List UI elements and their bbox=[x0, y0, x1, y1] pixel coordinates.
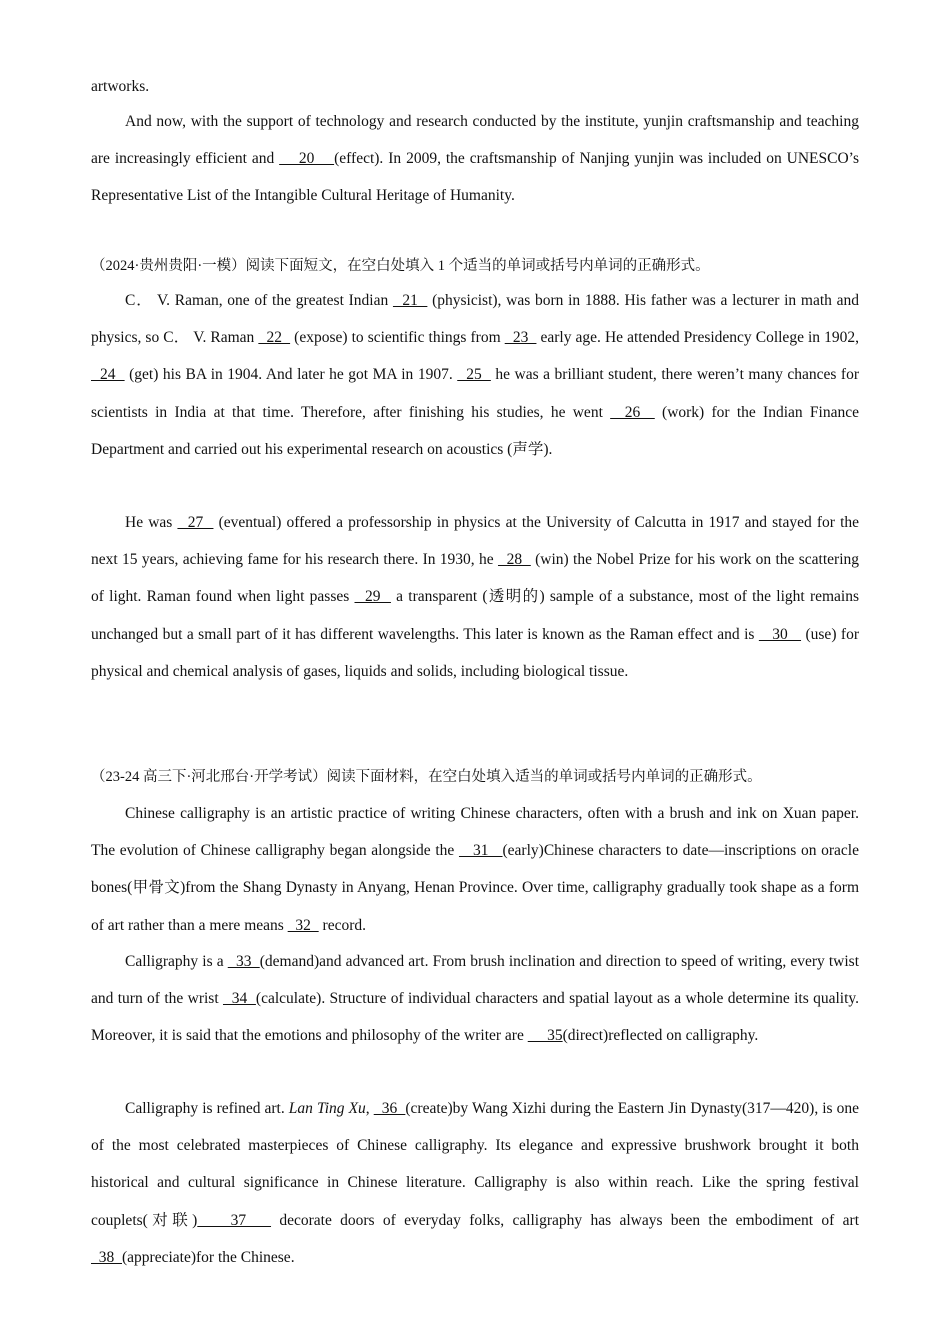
text: (direct)reflected on calligraphy. bbox=[562, 1027, 759, 1045]
text: (appreciate)for the Chinese. bbox=[122, 1248, 295, 1266]
text: a transparent (透明的) sample of a substance, most of the light remains unchanged but a small part of it has different wavelengths. This later is known as the Raman effect and is bbox=[91, 588, 860, 643]
text: (work) for the Indian Finance Department and carried out his experimental research on acoustics (声学). bbox=[91, 403, 859, 458]
blank-36[interactable]: 36 bbox=[373, 1100, 406, 1117]
text: (physicist), was born in 1888. His father was a lecturer in math and physics, so C． V. Raman bbox=[91, 292, 860, 347]
paragraph-raman-1 bbox=[91, 282, 859, 468]
text: (eventual) offered a professorship in physics at the University of Calcutta in 1917 and stayed for the next 15 years, achieving fame for his research there. In 1930, he bbox=[91, 514, 860, 569]
text: artworks. bbox=[91, 78, 150, 95]
paragraph-calligraphy-2 bbox=[91, 943, 859, 1055]
section-header-guiyang: （2024·贵州贵阳·一模）阅读下面短文，在空白处填入 1 个适当的单词或括号内单词的正确形式。 bbox=[91, 258, 710, 274]
title-lan-ting-xu: Lan Ting Xu bbox=[288, 1100, 366, 1117]
text: (create)by Wang Xizhi during the Eastern Jin Dynasty(317—420), is one of the most celebrated masterpieces of Chinese calligraphy. Its elegance and expressive brushwork brought it both historical and cultural significance in Chinese literature. Calligraphy is also within reach. Like the spring festival couplets(对联) bbox=[91, 1100, 860, 1229]
text: , bbox=[365, 1100, 374, 1117]
blank-20[interactable]: 20 bbox=[279, 150, 335, 168]
blank-29[interactable]: 29 bbox=[354, 588, 391, 606]
blank-31[interactable]: 31 bbox=[458, 842, 503, 860]
text: he was a brilliant student, there weren’t many chances for scientists in India at that time. Therefore, after finishing his studies, he went bbox=[91, 366, 860, 421]
text: C． V. Raman, one of the greatest Indian bbox=[125, 292, 393, 309]
text: (get) his BA in 1904. And later he got MA in 1907. bbox=[124, 366, 458, 384]
blank-27[interactable]: 27 bbox=[177, 514, 214, 531]
text: Chinese calligraphy is an artistic practice of writing Chinese characters, often with a brush and ink on Xuan paper. The evolution of Chinese calligraphy began alongside the bbox=[91, 805, 859, 860]
paragraph-calligraphy-1 bbox=[91, 795, 859, 944]
text: Calligraphy is a bbox=[125, 953, 228, 970]
blank-28[interactable]: 28 bbox=[497, 551, 531, 569]
blank-32[interactable]: 32 bbox=[287, 916, 319, 934]
text: And now, with the support of technology and research conducted by the institute, yunjin craftsmanship and teaching are increasingly efficient and bbox=[91, 113, 859, 168]
text: (win) the Nobel Prize for his work on the scattering of light. Raman found when light passes bbox=[91, 551, 860, 606]
blank-38[interactable]: 38 bbox=[91, 1248, 122, 1266]
blank-33[interactable]: 33 bbox=[227, 953, 260, 970]
paragraph-yunjin bbox=[91, 103, 859, 215]
text: early age. He attended Presidency College in 1902, bbox=[536, 329, 859, 347]
text: Calligraphy is refined art. bbox=[125, 1100, 289, 1117]
blank-24[interactable]: 24 bbox=[91, 366, 125, 384]
text: He was bbox=[125, 514, 178, 531]
section-header-xingtai: （23-24 高三下·河北邢台·开学考试）阅读下面材料，在空白处填入适当的单词或括号内单词的正确形式。 bbox=[91, 769, 762, 785]
text: (demand)and advanced art. From brush inclination and direction to speed of writing, every twist and turn of the wrist bbox=[91, 953, 859, 1008]
text: (use) for physical and chemical analysis of gases, liquids and solids, including biological tissue. bbox=[91, 625, 859, 680]
blank-34[interactable]: 34 bbox=[222, 990, 256, 1008]
blank-30[interactable]: 30 bbox=[758, 625, 802, 643]
text: (calculate). Structure of individual characters and spatial layout as a whole determine its quality. Moreover, it is said that the emotions and philosophy of the writer are bbox=[91, 990, 860, 1045]
blank-21[interactable]: 21 bbox=[392, 292, 428, 309]
blank-25[interactable]: 25 bbox=[457, 366, 491, 384]
text: decorate doors of everyday folks, calligraphy has always been the embodiment of art bbox=[271, 1211, 860, 1229]
text: record. bbox=[318, 916, 367, 934]
blank-35[interactable]: 35 bbox=[527, 1027, 563, 1045]
blank-23[interactable]: 23 bbox=[504, 329, 537, 347]
text: (early)Chinese characters to date—inscriptions on oracle bones(甲骨文)from the Shang Dynasty in Anyang, Henan Province. Over time, calligraphy gradually took shape as a form of art rather than a mere means bbox=[91, 842, 859, 934]
blank-22[interactable]: 22 bbox=[258, 329, 291, 347]
text: (effect). In 2009, the craftsmanship of Nanjing yunjin was included on UNESCO’s Representative List of the Intangible Cultural Heritage of Humanity. bbox=[91, 150, 860, 205]
blank-37[interactable]: 37 bbox=[197, 1211, 272, 1229]
text: (expose) to scientific things from bbox=[290, 329, 505, 347]
paragraph-calligraphy-3 bbox=[91, 1090, 859, 1276]
blank-26[interactable]: 26 bbox=[610, 403, 655, 421]
paragraph-raman-2 bbox=[91, 504, 859, 690]
paragraph-artworks bbox=[91, 77, 859, 97]
